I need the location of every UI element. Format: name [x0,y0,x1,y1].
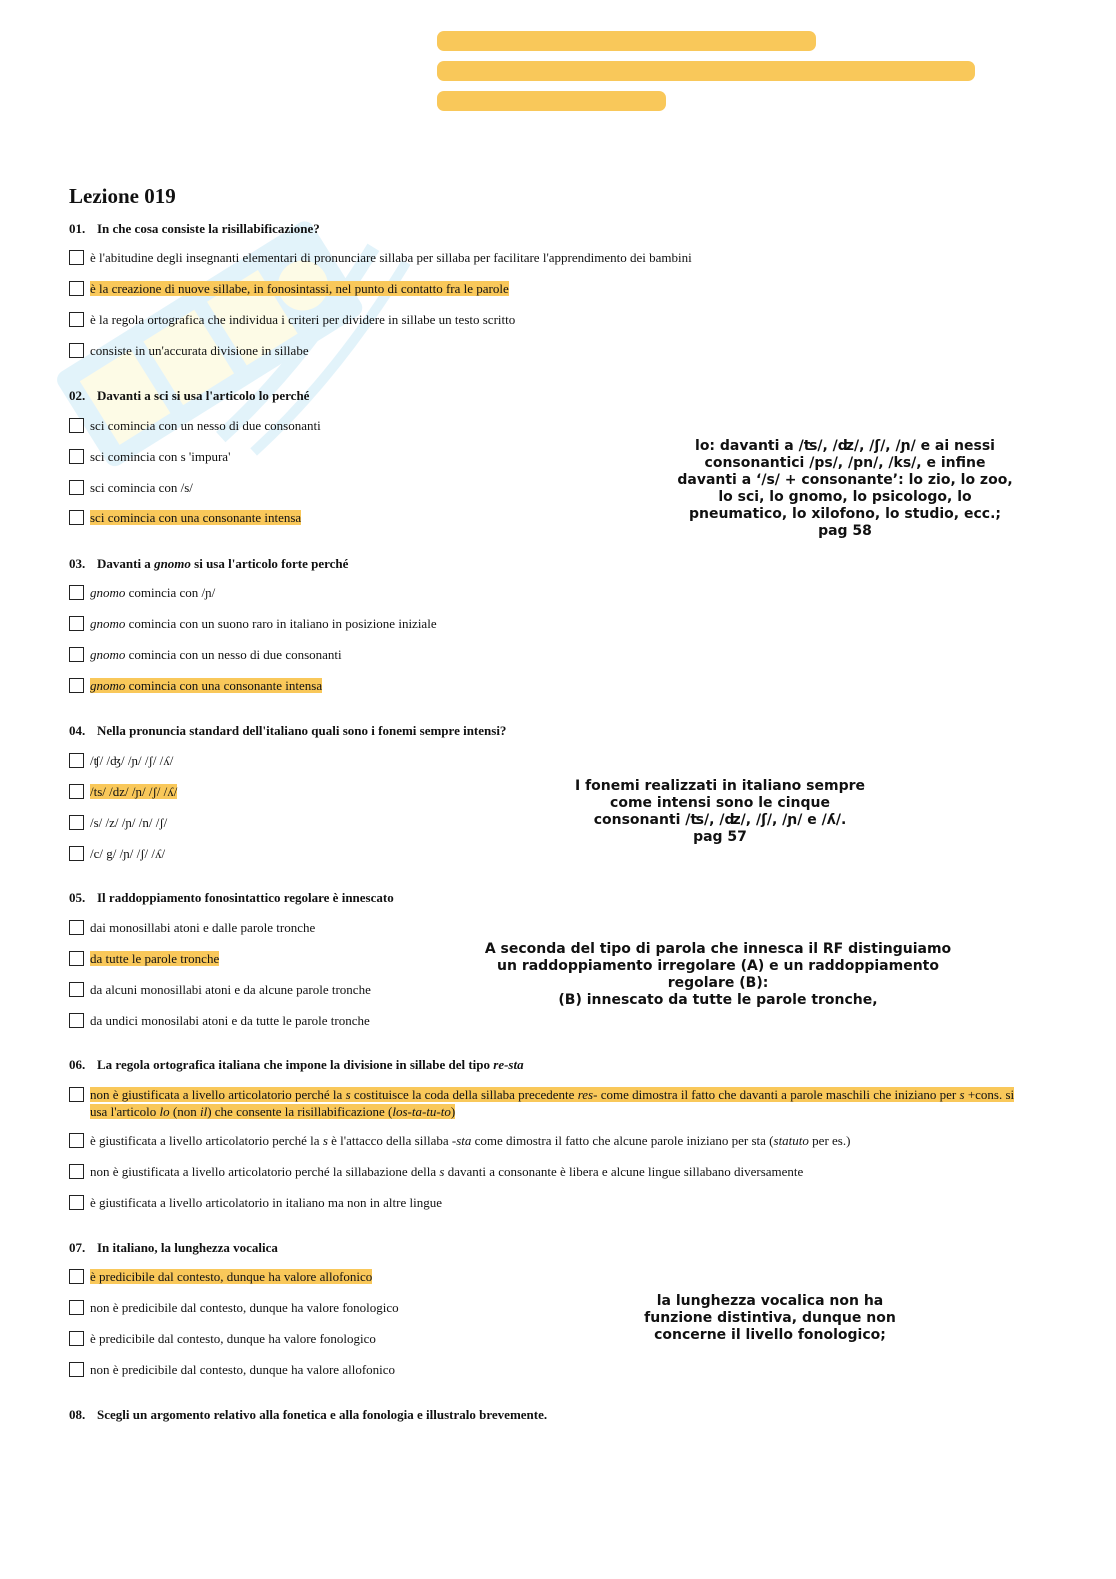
question-03 [69,556,348,572]
option-text: ) [450,1104,456,1119]
option-07-c[interactable] [69,1330,376,1347]
option-text: /ʧ/ /ʤ/ /ɲ/ /ʃ/ /ʎ/ [90,753,174,768]
question-text-pre: Davanti a [97,556,155,571]
option-07-a[interactable] [69,1268,372,1285]
option-text: comincia con un suono raro in italiano in posizione iniziale [125,616,437,631]
option-02-d[interactable] [69,509,301,526]
option-text: comincia con una consonante intensa [125,678,323,693]
checkbox[interactable] [69,510,84,525]
note-line: concerne il livello fonologico; [654,1327,886,1343]
note-q02 [670,438,1020,540]
note-line: pneumatico, lo xilofono, lo studio, ecc.; [688,506,1002,522]
question-05 [69,890,394,906]
question-number: 04. [69,723,86,738]
note-line: pag 57 [693,829,747,845]
checkbox[interactable] [69,1331,84,1346]
option-text: non è predicibile dal contesto, dunque ha valore fonologico [90,1300,399,1315]
checkbox[interactable] [69,647,84,662]
option-text: /ts/ /dz/ /ɲ/ /ʃ/ /ʎ/ [90,784,178,799]
option-text: è l'abitudine degli insegnanti elementari di pronunciare sillaba per sillaba per facilitare l'apprendimento dei bambini [90,250,692,265]
note-line: come intensi sono le cinque [610,795,830,811]
option-word: gnomo [90,678,126,693]
question-number: 01. [69,221,86,236]
option-text: non è giustificata a livello articolatorio perché la sillabazione della [90,1164,440,1179]
option-02-b[interactable] [69,448,230,465]
option-text: non è giustificata a livello articolatorio perché la [90,1087,346,1102]
note-line: pag 58 [818,523,872,539]
option-text: sci comincia con una consonante intensa [90,510,302,525]
checkbox[interactable] [69,1087,84,1102]
question-04 [69,723,506,739]
option-text-italic: s [345,1087,351,1102]
note-line: (B) innescato da tutte le parole tronche, [558,992,878,1008]
option-04-d[interactable] [69,845,165,862]
checkbox[interactable] [69,616,84,631]
option-03-c[interactable] [69,646,342,663]
option-text: da tutte le parole tronche [90,951,220,966]
checkbox[interactable] [69,815,84,830]
note-line: lo: davanti a /ʦ/, /ʣ/, /ʃ/, /ɲ/ e ai nessi [695,438,995,454]
checkbox[interactable] [69,1195,84,1210]
option-text: è predicibile dal contesto, dunque ha valore fonologico [90,1331,376,1346]
option-text: /s/ /z/ /ɲ/ /n/ /ʃ/ [90,815,168,830]
option-text: da alcuni monosillabi atoni e da alcune parole tronche [90,982,371,997]
note-line: A seconda del tipo di parola che innesca il RF distinguiamo [484,941,952,957]
checkbox[interactable] [69,250,84,265]
option-text-italic: s [439,1164,445,1179]
header-bar-1 [437,31,816,51]
note-q07 [620,1293,920,1344]
checkbox[interactable] [69,1164,84,1179]
note-line: consonanti /ʦ/, /ʣ/, /ʃ/, /ɲ/ e /ʎ/. [593,812,847,828]
note-line: I fonemi realizzati in italiano sempre [575,778,865,794]
option-text: (non [169,1104,200,1119]
option-text-italic: los-ta-tu-to [392,1104,451,1119]
checkbox[interactable] [69,982,84,997]
option-text: è la creazione di nuove sillabe, in fonosintassi, nel punto di contatto fra le parole [90,281,509,296]
header-bar-2 [437,61,975,81]
checkbox[interactable] [69,585,84,600]
option-04-b[interactable] [69,783,177,800]
header-bar-3 [437,91,666,111]
question-number: 06. [69,1057,86,1072]
option-06-c[interactable] [69,1163,803,1180]
question-text-italic: gnomo [154,556,191,571]
checkbox[interactable] [69,1269,84,1284]
option-text: ) che consente la risillabificazione ( [207,1104,393,1119]
option-text: /c/ g/ /ɲ/ /ʃ/ /ʎ/ [90,846,166,861]
option-06-b[interactable] [69,1132,850,1149]
option-text: sci comincia con un nesso di due consonanti [90,418,321,433]
option-text: è giustificata a livello articolatorio perché la [90,1133,323,1148]
option-03-b[interactable] [69,615,437,632]
checkbox[interactable] [69,678,84,693]
option-word: gnomo [90,647,126,662]
checkbox[interactable] [69,343,84,358]
question-text: Davanti a sci si usa l'articolo lo perché [97,388,310,403]
question-text-italic: re-sta [493,1057,524,1072]
option-text-italic: statuto [773,1133,809,1148]
note-line: davanti a ‘/s/ + consonante’: lo zio, lo zoo, [677,472,1013,488]
checkbox[interactable] [69,951,84,966]
question-07 [69,1240,278,1256]
note-line: consonantici /ps/, /pn/, /ks/, e infine [704,455,986,471]
option-text: comincia con /ɲ/ [125,585,216,600]
option-text-italic: il [199,1104,208,1119]
option-text-italic: res- [577,1087,598,1102]
note-line: regolare (B): [667,975,769,991]
note-line: la lunghezza vocalica non ha [656,1293,884,1309]
option-text-italic: s [959,1087,965,1102]
option-05-d[interactable] [69,1012,370,1029]
option-text: consiste in un'accurata divisione in sillabe [90,343,309,358]
option-text-italic: s [322,1133,328,1148]
question-text: In italiano, la lunghezza vocalica [97,1240,278,1255]
checkbox[interactable] [69,480,84,495]
option-04-a[interactable] [69,752,173,769]
option-04-c[interactable] [69,814,167,831]
checkbox[interactable] [69,920,84,935]
question-06 [69,1057,524,1073]
option-05-c[interactable] [69,981,371,998]
option-text: come dimostra il fatto che davanti a parole maschili che iniziano per [597,1087,960,1102]
checkbox[interactable] [69,1362,84,1377]
option-02-a[interactable] [69,417,321,434]
option-text: davanti a consonante è libera e alcune lingue sillabano diversamente [444,1164,804,1179]
question-text: Il raddoppiamento fonosintattico regolare è innescato [97,890,394,905]
option-07-d[interactable] [69,1361,395,1378]
question-number: 02. [69,388,86,403]
checkbox[interactable] [69,1133,84,1148]
question-number: 08. [69,1407,86,1422]
option-text: da undici monosilabi atoni e da tutte le parole tronche [90,1013,370,1028]
question-text: In che cosa consiste la risillabificazione? [97,221,320,236]
question-text: Scegli un argomento relativo alla fonetica e alla fonologia e illustralo brevemente. [97,1407,548,1422]
option-text: +cons. si usa l'articolo [90,1087,1015,1119]
option-text: è la regola ortografica che individua i criteri per dividere in sillabe un testo scritto [90,312,516,327]
question-number: 05. [69,890,86,905]
checkbox[interactable] [69,312,84,327]
question-text-pre: La regola ortografica italiana che impone la divisione in sillabe del tipo [97,1057,494,1072]
option-03-d[interactable] [69,677,322,694]
option-text-italic: lo [159,1104,170,1119]
checkbox[interactable] [69,281,84,296]
option-02-c[interactable] [69,479,193,496]
option-text: è predicibile dal contesto, dunque ha valore allofonico [90,1269,373,1284]
option-text: dai monosillabi atoni e dalle parole tronche [90,920,316,935]
option-01-b[interactable] [69,280,509,297]
checkbox[interactable] [69,1013,84,1028]
question-01 [69,221,320,237]
option-05-a[interactable] [69,919,315,936]
note-line: un raddoppiamento irregolare (A) e un raddoppiamento [497,958,939,974]
option-01-a[interactable] [69,249,692,266]
option-text: per es.) [808,1133,851,1148]
option-07-b[interactable] [69,1299,399,1316]
note-line: funzione distintiva, dunque non [644,1310,896,1326]
checkbox[interactable] [69,846,84,861]
lesson-title: Lezione 019 [69,184,176,208]
question-text-post: si usa l'articolo forte perché [190,556,349,571]
checkbox[interactable] [69,449,84,464]
option-word: gnomo [90,585,126,600]
option-text: è l'attacco della sillaba [327,1133,452,1148]
option-text: è giustificata a livello articolatorio in italiano ma non in altre lingue [90,1195,442,1210]
question-02 [69,388,309,404]
option-06-d[interactable] [69,1194,442,1211]
option-text: costituisce la coda della sillaba precedente [350,1087,578,1102]
option-03-a[interactable] [69,584,215,601]
checkbox[interactable] [69,1300,84,1315]
option-01-c[interactable] [69,311,515,328]
note-q05 [478,941,958,1009]
option-text: sci comincia con s 'impura' [90,449,231,464]
checkbox[interactable] [69,418,84,433]
note-q04 [555,778,885,846]
question-08 [69,1407,547,1423]
question-number: 07. [69,1240,86,1255]
option-text: come dimostra il fatto che alcune parole iniziano per sta ( [471,1133,774,1148]
option-06-a[interactable] [69,1086,1029,1120]
question-number: 03. [69,556,86,571]
note-line: lo sci, lo gnomo, lo psicologo, lo [718,489,972,505]
option-text-italic: -sta [451,1133,472,1148]
option-text: non è predicibile dal contesto, dunque ha valore allofonico [90,1362,396,1377]
checkbox[interactable] [69,784,84,799]
question-text: Nella pronuncia standard dell'italiano quali sono i fonemi sempre intensi? [97,723,507,738]
checkbox[interactable] [69,753,84,768]
option-text: comincia con un nesso di due consonanti [125,647,342,662]
option-word: gnomo [90,616,126,631]
option-05-b[interactable] [69,950,219,967]
option-01-d[interactable] [69,342,309,359]
option-text: sci comincia con /s/ [90,480,193,495]
